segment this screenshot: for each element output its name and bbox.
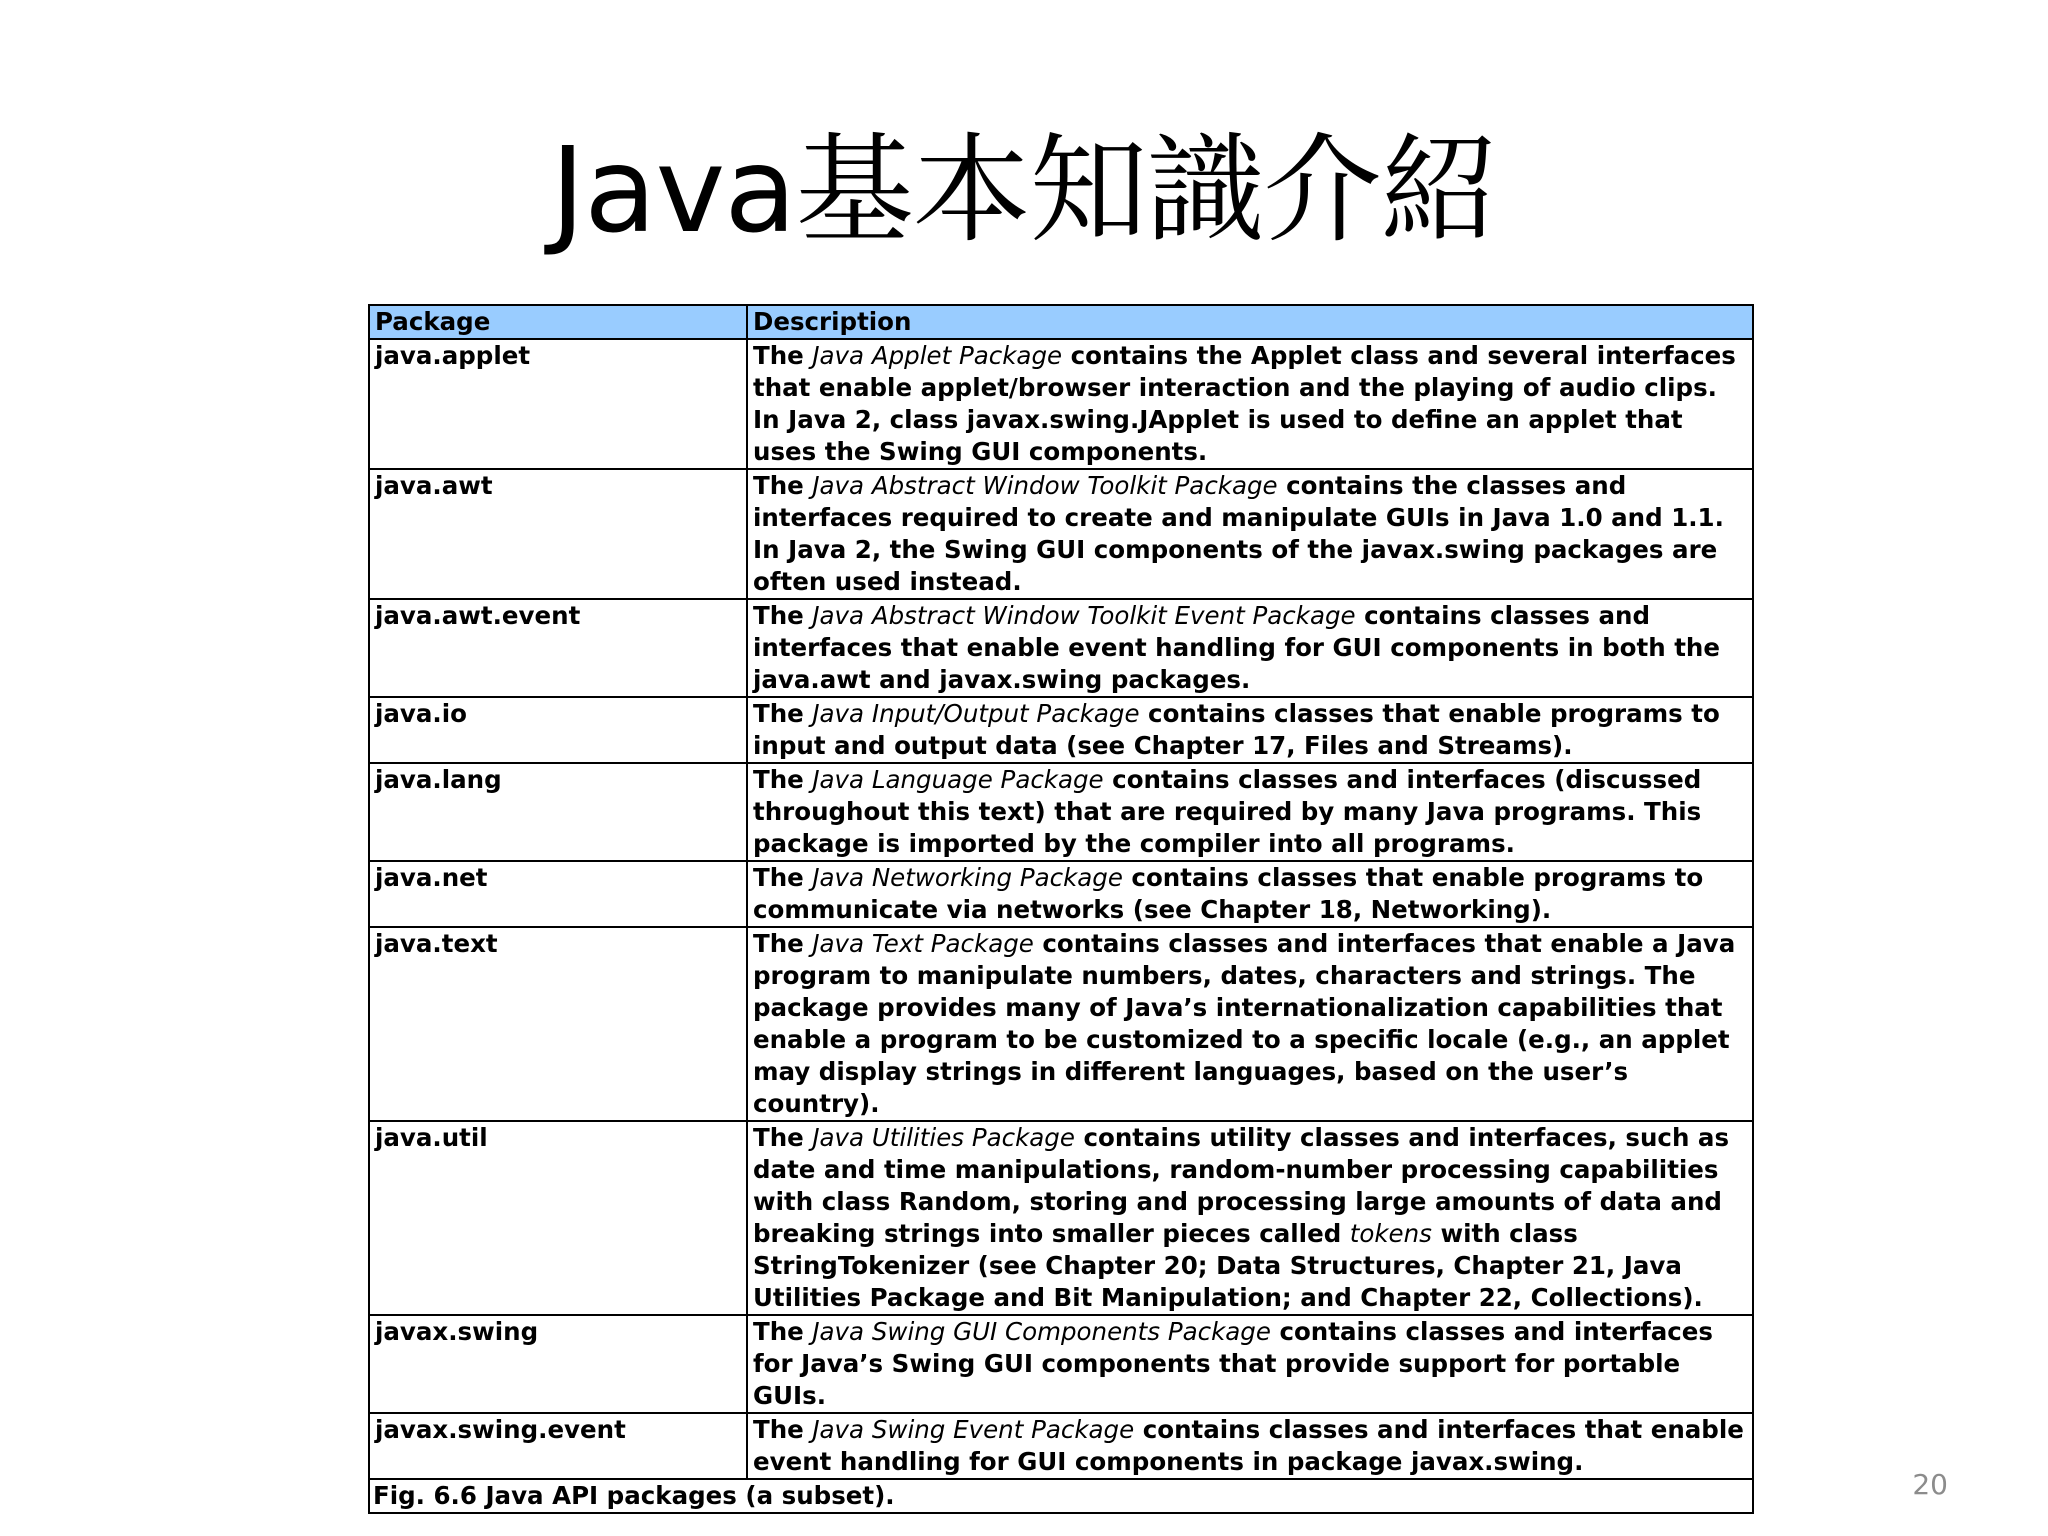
package-description <box>747 469 1753 599</box>
table-row <box>369 339 1753 469</box>
description-text: contains the Applet class and several interfaces that enable applet/browser interaction and the playing of audio clips. In Java 2, class javax.swing.JApplet is used to define an applet that uses the Swing GUI components. <box>753 341 1736 466</box>
package-title: Java Abstract Window Toolkit Event Package <box>812 601 1356 630</box>
description-text: The <box>753 699 813 728</box>
package-description <box>747 1315 1753 1413</box>
table-row <box>369 1121 1753 1315</box>
package-description <box>747 339 1753 469</box>
description-text: The <box>753 601 813 630</box>
description-text: The <box>753 1415 813 1444</box>
description-text: with class StringTokenizer (see Chapter 20; Data Structures, Chapter 21, Java Utilities Package and Bit Manipulation; and Chapter 22, Collections). <box>753 1219 1703 1312</box>
table-header-row <box>369 305 1753 339</box>
package-title: Java Swing GUI Components Package <box>812 1317 1271 1346</box>
package-description <box>747 697 1753 763</box>
package-title: Java Swing Event Package <box>812 1415 1135 1444</box>
description-text: The <box>753 1317 813 1346</box>
description-text: contains classes and interfaces (discussed throughout this text) that are required by many Java programs. This package is imported by the compiler into all programs. <box>753 765 1702 858</box>
package-description <box>747 927 1753 1121</box>
description-text: contains classes and interfaces that enable a Java program to manipulate numbers, dates, characters and strings. The package provides many of Java’s internationalization capabilities that enable a program to be customized to a specific locale (e.g., an applet may display strings in different languages, based on the user’s country). <box>753 929 1736 1118</box>
package-name: java.util <box>369 1121 747 1315</box>
table-row <box>369 469 1753 599</box>
description-text: The <box>753 765 813 794</box>
package-name: java.awt <box>369 469 747 599</box>
package-title: Java Language Package <box>812 765 1104 794</box>
package-title: Java Abstract Window Toolkit Package <box>812 471 1278 500</box>
package-name: javax.swing.event <box>369 1413 747 1479</box>
description-text: contains classes and interfaces that enable event handling for GUI components in both the java.awt and javax.swing packages. <box>753 601 1720 694</box>
package-name: java.awt.event <box>369 599 747 697</box>
package-name: java.text <box>369 927 747 1121</box>
slide-number: 20 <box>1912 1468 1948 1501</box>
package-title: Java Text Package <box>812 929 1034 958</box>
table-row <box>369 927 1753 1121</box>
table-row <box>369 763 1753 861</box>
table-row <box>369 697 1753 763</box>
tokens-term: tokens <box>1349 1219 1432 1248</box>
description-text: The <box>753 471 813 500</box>
package-title: Java Input/Output Package <box>812 699 1140 728</box>
table-row <box>369 1413 1753 1479</box>
package-name: java.io <box>369 697 747 763</box>
table-row <box>369 1315 1753 1413</box>
description-text: contains the classes and interfaces required to create and manipulate GUIs in Java 1.0 and 1.1. In Java 2, the Swing GUI components of the javax.swing packages are often used instead. <box>753 471 1724 596</box>
description-text: contains utility classes and interfaces, such as date and time manipulations, random-number processing capabilities with class Random, storing and processing large amounts of data and breaking strings into smaller pieces called <box>753 1123 1730 1248</box>
slide-title: Java基本知識介紹 <box>550 121 1498 259</box>
description-text: The <box>753 1123 813 1152</box>
table-caption-row <box>369 1479 1753 1513</box>
package-name: java.lang <box>369 763 747 861</box>
package-title: Java Applet Package <box>812 341 1063 370</box>
table-row <box>369 599 1753 697</box>
package-name: javax.swing <box>369 1315 747 1413</box>
description-text: The <box>753 341 813 370</box>
package-description <box>747 1413 1753 1479</box>
header-package: Package <box>369 305 747 339</box>
package-description <box>747 599 1753 697</box>
table-row <box>369 861 1753 927</box>
description-text: The <box>753 863 813 892</box>
description-text: contains classes that enable programs to communicate via networks (see Chapter 18, Networking). <box>753 863 1704 924</box>
description-text: contains classes that enable programs to input and output data (see Chapter 17, Files and Streams). <box>753 699 1720 760</box>
figure-caption: Fig. 6.6 Java API packages (a subset). <box>369 1479 1753 1513</box>
package-name: java.net <box>369 861 747 927</box>
header-description: Description <box>747 305 1753 339</box>
package-title: Java Utilities Package <box>812 1123 1075 1152</box>
description-text: contains classes and interfaces for Java’s Swing GUI components that provide support for portable GUIs. <box>753 1317 1713 1410</box>
package-title: Java Networking Package <box>812 863 1123 892</box>
package-description <box>747 861 1753 927</box>
java-packages-table <box>368 304 1754 1514</box>
package-name: java.applet <box>369 339 747 469</box>
package-description <box>747 1121 1753 1315</box>
package-description <box>747 763 1753 861</box>
description-text: The <box>753 929 813 958</box>
description-text: contains classes and interfaces that enable event handling for GUI components in package javax.swing. <box>753 1415 1744 1476</box>
